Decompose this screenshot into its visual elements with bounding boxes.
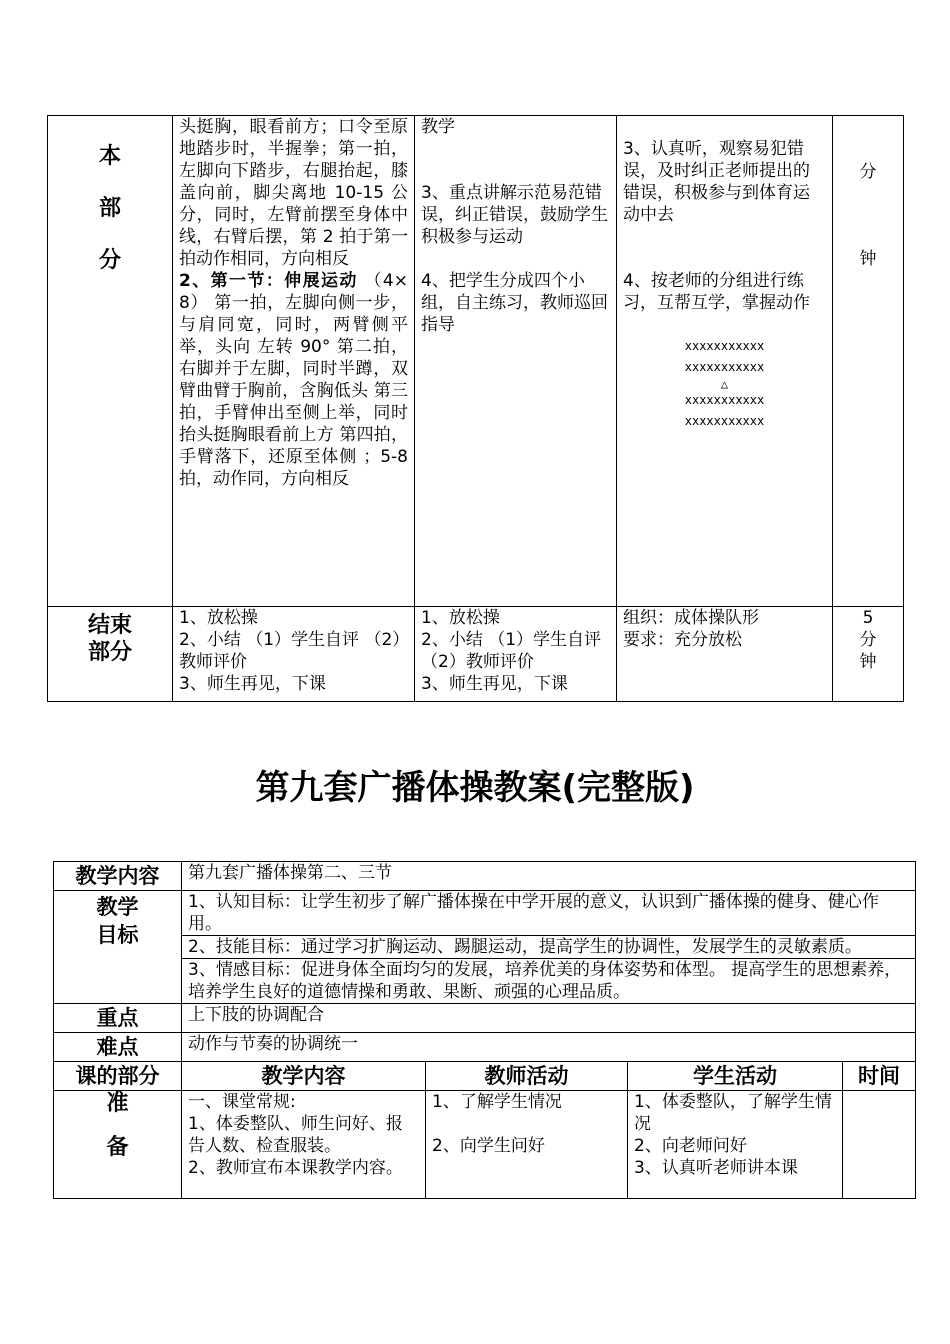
end-content-cell xyxy=(173,607,415,702)
main-teacher-cell xyxy=(415,116,617,607)
end-section-label xyxy=(48,607,173,702)
label-line: 部分 xyxy=(87,640,132,665)
prep-student-cell xyxy=(628,1091,843,1199)
difficulty-label: 难点 xyxy=(54,1033,182,1062)
goal-emotion: 3、情感目标：促进身体全面均匀的发展，培养优美的身体姿势和体型。 提高学生的思想素养，培养学生良好的道德情操和勇敢、果断、顽强的心理品质。 xyxy=(182,959,916,1004)
time-char: 分 xyxy=(859,162,877,182)
header-teacher: 教师活动 xyxy=(426,1062,628,1091)
prep-student-line: 3、认真听老师讲本课 xyxy=(634,1158,798,1178)
time-char: 5 xyxy=(862,608,874,628)
end-teacher-cell xyxy=(415,607,617,702)
goal-row-1 xyxy=(54,891,916,936)
main-content-part1: 头挺胸，眼看前方；口令至原地踏步时，半握拳；第一拍，左脚向下踏步，右腿抬起，膝盖向前，脚尖离地 10-15 公分，同时，左臂前摆至身体中线，右臂后摆，第 2 拍于第一拍动作相同，方向相反 xyxy=(179,117,408,269)
formation-teacher-mark: △ xyxy=(720,377,729,391)
header-student: 学生活动 xyxy=(628,1062,843,1091)
end-teacher-line: 1、放松操 xyxy=(421,608,500,628)
label-char: 备 xyxy=(106,1135,129,1160)
goal-skill: 2、技能目标：通过学习扩胸运动、踢腿运动，提高学生的协调性，发展学生的灵敏素质。 xyxy=(182,936,916,959)
header-time: 时间 xyxy=(843,1062,916,1091)
end-content-line: 1、放松操 xyxy=(179,608,258,628)
label-char: 部 xyxy=(98,196,121,221)
prep-student-line: 1、体委整队，了解学生情况 xyxy=(634,1092,832,1134)
prep-content-cell xyxy=(182,1091,426,1199)
header-content: 教学内容 xyxy=(182,1062,426,1091)
teacher-line: 教学 xyxy=(421,117,455,137)
main-content-part2: （4×8） 第一拍，左脚向侧一步，与肩同宽，同时，两臂侧平举，头向 左转 90° 第二拍，右脚并于左脚，同时半蹲，双臂曲臂于胸前，含胸低头 第三拍，手臂伸出至侧上举，同时抬头挺胸眼看前上方 第四拍，手臂落下，还原至体侧 ；5-8 拍，动作同，方向相反 xyxy=(179,271,408,489)
key-value: 上下肢的协调配合 xyxy=(182,1004,916,1033)
key-row xyxy=(54,1004,916,1033)
prep-student-line: 2、向老师问好 xyxy=(634,1136,747,1156)
content-label: 教学内容 xyxy=(54,862,182,891)
end-content-line: 2、小结 （1）学生自评 （2）教师评价 xyxy=(179,630,401,672)
end-time-cell xyxy=(833,607,904,702)
main-time-cell xyxy=(833,116,904,607)
difficulty-value: 动作与节奏的协调统一 xyxy=(182,1033,916,1062)
time-char: 分 xyxy=(859,630,877,650)
column-header-row xyxy=(54,1062,916,1091)
formation-diagram xyxy=(623,336,826,432)
end-content-line: 3、师生再见，下课 xyxy=(179,674,326,694)
bottom-lesson-table xyxy=(53,861,916,1199)
label-char: 分 xyxy=(98,248,121,273)
prep-row xyxy=(54,1091,916,1199)
page-title: 第九套广播体操教案(完整版) xyxy=(255,768,695,808)
label-char: 本 xyxy=(98,144,121,169)
content-row xyxy=(54,862,916,891)
content-value: 第九套广播体操第二、三节 xyxy=(182,862,916,891)
time-char: 钟 xyxy=(859,249,877,269)
formation-row: xxxxxxxxxxx xyxy=(684,393,765,407)
end-teacher-line: 2、小结 （1）学生自评 （2）教师评价 xyxy=(421,630,602,672)
teacher-line: 3、重点讲解示范易范错误，纠正错误，鼓励学生积极参与运动 xyxy=(421,183,608,247)
prep-teacher-cell xyxy=(426,1091,628,1199)
prep-teacher-line: 1、了解学生情况 xyxy=(432,1092,562,1112)
prep-content-line: 2、教师宣布本课教学内容。 xyxy=(188,1158,403,1178)
label-line: 教学 xyxy=(96,895,139,919)
goal-row-3 xyxy=(54,959,916,1004)
formation-row: xxxxxxxxxxx xyxy=(684,414,765,428)
label-char: 准 xyxy=(106,1091,129,1116)
goal-row-2 xyxy=(54,936,916,959)
header-section: 课的部分 xyxy=(54,1062,182,1091)
teacher-line: 4、把学生分成四个小组，自主练习，教师巡回指导 xyxy=(421,271,608,335)
end-student-cell xyxy=(617,607,833,702)
key-label: 重点 xyxy=(54,1004,182,1033)
prep-content-line: 一、课堂常规: xyxy=(188,1092,296,1112)
student-line: 3、认真听，观察易犯错误，及时纠正老师提出的错误，积极参与到体育运动中去 xyxy=(623,139,810,225)
main-content-cell xyxy=(173,116,415,607)
prep-label xyxy=(54,1091,182,1199)
goals-label xyxy=(54,891,182,1004)
formation-row: xxxxxxxxxxx xyxy=(684,339,765,353)
end-student-line: 要求：充分放松 xyxy=(623,630,742,650)
prep-content-line: 1、体委整队、师生问好、报告人数、检查服装。 xyxy=(188,1114,403,1156)
formation-row: xxxxxxxxxxx xyxy=(684,360,765,374)
main-content-heading: 2、第一节：伸展运动 xyxy=(179,271,358,291)
goal-cognitive: 1、认知目标：让学生初步了解广播体操在中学开展的意义，认识到广播体操的健身、健心作用。 xyxy=(182,891,916,936)
main-section-row xyxy=(48,116,904,607)
end-student-line: 组织：成体操队形 xyxy=(623,608,759,628)
student-line: 4、按老师的分组进行练习，互帮互学，掌握动作 xyxy=(623,271,810,313)
time-char: 钟 xyxy=(859,652,877,672)
end-section-row xyxy=(48,607,904,702)
label-line: 目标 xyxy=(96,923,139,947)
prep-teacher-line: 2、向学生问好 xyxy=(432,1136,545,1156)
top-lesson-table xyxy=(47,115,904,702)
main-student-cell xyxy=(617,116,833,607)
main-section-label xyxy=(48,116,173,607)
end-teacher-line: 3、师生再见，下课 xyxy=(421,674,568,694)
label-line: 结束 xyxy=(87,613,132,638)
prep-time-cell xyxy=(843,1091,916,1199)
difficulty-row xyxy=(54,1033,916,1062)
